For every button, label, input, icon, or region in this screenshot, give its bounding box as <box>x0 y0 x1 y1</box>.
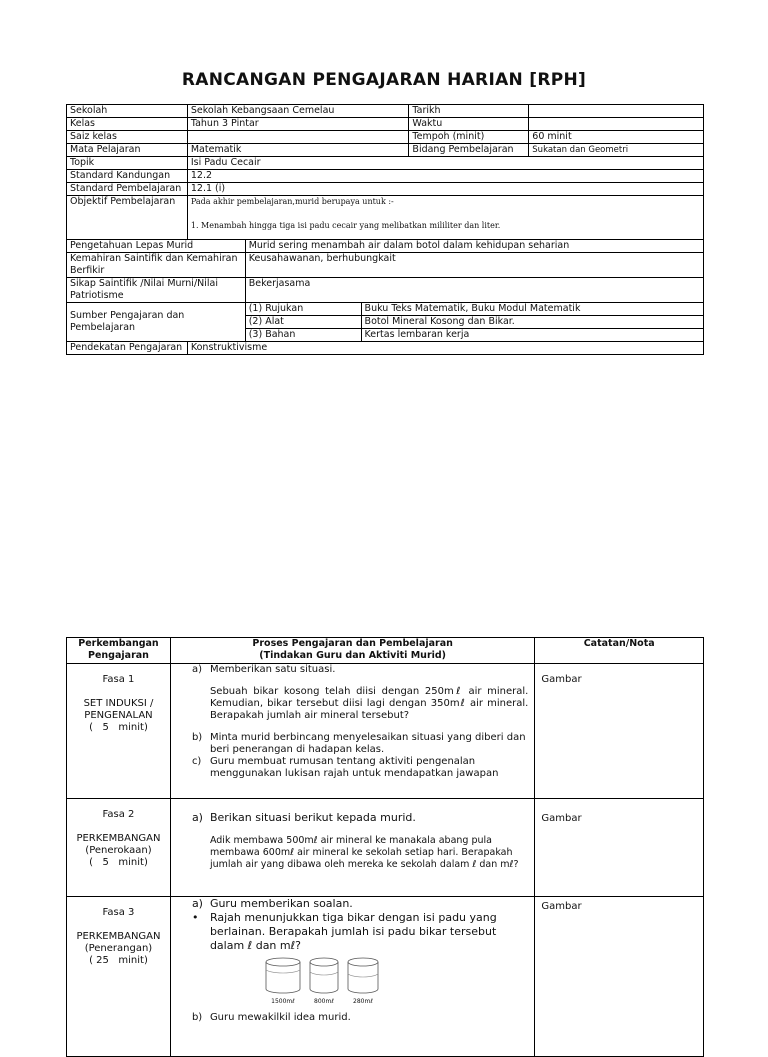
fasa3-bullet-text: Rajah menunjukkan tiga bikar dengan isi padu yang berlainan. Berapakah jumlah isi padu bikar tersebut dalam ℓ dan mℓ? <box>209 911 497 952</box>
sumber-alat-label: (2) Alat <box>245 316 361 329</box>
sk-value: 12.2 <box>187 170 703 183</box>
fasa2-stage-line1: PERKEMBANGAN <box>76 833 161 844</box>
sikap-value: Bekerjasama <box>245 278 703 303</box>
tempoh-label: Tempoh (minit) <box>409 131 529 144</box>
objektif-label: Objektif Pembelajaran <box>67 196 188 240</box>
beaker-a-label: 1500mℓ <box>271 998 295 1005</box>
fasa1-name: Fasa 1 <box>102 674 135 685</box>
sk-label: Standard Kandungan <box>67 170 188 183</box>
pendekatan-label: Pendekatan Pengajaran <box>67 342 188 355</box>
fasa2-note: Gambar <box>535 799 704 897</box>
waktu-value <box>529 118 704 131</box>
fasa3-stage-line2: (Penerangan) <box>84 943 153 954</box>
kemahiran-value: Keusahawanan, berhubungkait <box>245 253 703 278</box>
objektif-line1: Pada akhir pembelajaran,murid berupaya untuk :- <box>190 197 394 206</box>
fasa3-cell <box>67 897 171 1057</box>
fasa3-content <box>170 897 534 1057</box>
sekolah-value: Sekolah Kebangsaan Cemelau <box>187 105 409 118</box>
fasa2-a-text: Berikan situasi berikut kepada murid. <box>209 811 416 824</box>
waktu-label: Waktu <box>409 118 529 131</box>
fasa2-cell <box>67 799 171 897</box>
topik-label: Topik <box>67 157 188 170</box>
mata-label: Mata Pelajaran <box>67 144 188 157</box>
page-title: RANCANGAN PENGAJARAN HARIAN [RPH] <box>181 70 587 90</box>
fasa1-stage-line2: PENGENALAN <box>84 710 153 721</box>
sekolah-label: Sekolah <box>67 105 188 118</box>
saiz-label: Saiz kelas <box>67 131 188 144</box>
sikap-label: Sikap Saintifik /Nilai Murni/Nilai Patriotisme <box>67 278 246 303</box>
fasa3-bullet: • <box>191 911 199 924</box>
beaker-c-label: 280mℓ <box>353 998 373 1005</box>
sp-value: 12.1 (i) <box>187 183 703 196</box>
mata-value: Matematik <box>187 144 409 157</box>
bidang-label: Bidang Pembelajaran <box>409 144 529 157</box>
kemahiran-label: Kemahiran Saintifik dan Kemahiran Berfikir <box>67 253 246 278</box>
sumber-label: Sumber Pengajaran dan Pembelajaran <box>67 303 246 342</box>
fasa1-b-label: b) <box>191 732 203 743</box>
fasa1-stage-line1: SET INDUKSI / <box>83 698 154 709</box>
sumber-rujukan-value: Buku Teks Matematik, Buku Modul Matematik <box>361 303 703 316</box>
fasa1-content <box>170 664 534 799</box>
tarikh-value <box>529 105 704 118</box>
beaker-b-label: 800mℓ <box>314 998 334 1005</box>
col-proses-header-line1: Proses Pengajaran dan Pembelajaran <box>252 638 453 649</box>
objektif-line2: 1. Menambah hingga tiga isi padu cecair yang melibatkan mililiter dan liter. <box>190 221 501 230</box>
beaker-b-icon <box>308 957 340 995</box>
pengetahuan-value: Murid sering menambah air dalam botol dalam kehidupan seharian <box>245 240 703 253</box>
fasa3-name: Fasa 3 <box>102 907 135 918</box>
beaker-diagram <box>264 957 528 1006</box>
beaker-a-icon <box>264 957 302 995</box>
beaker-c <box>346 957 380 1006</box>
fasa3-b-label: b) <box>191 1012 203 1023</box>
fasa1-cell <box>67 664 171 799</box>
beaker-a <box>264 957 302 1006</box>
fasa2-time: ( 5 minit) <box>89 857 148 868</box>
fasa1-b-text: Minta murid berbincang menyelesaikan situasi yang diberi dan beri penerangan di hadapan kelas. <box>209 732 526 755</box>
tarikh-label: Tarikh <box>409 105 529 118</box>
sumber-rujukan-label: (1) Rujukan <box>245 303 361 316</box>
sumber-alat-value: Botol Mineral Kosong dan Bikar. <box>361 316 703 329</box>
fasa1-note: Gambar <box>535 664 704 799</box>
pengetahuan-label: Pengetahuan Lepas Murid <box>67 240 246 253</box>
col-proses-header-line2: (Tindakan Guru dan Aktiviti Murid) <box>259 650 447 661</box>
beaker-b <box>308 957 340 1006</box>
kelas-label: Kelas <box>67 118 188 131</box>
col-perkembangan-header: Perkembangan Pengajaran <box>67 638 171 664</box>
process-table <box>66 637 704 1057</box>
fasa3-a-text: Guru memberikan soalan. <box>209 897 353 910</box>
sumber-bahan-value: Kertas lembaran kerja <box>361 329 703 342</box>
beaker-c-icon <box>346 957 380 995</box>
fasa3-a-label: a) <box>191 897 203 910</box>
sumber-bahan-label: (3) Bahan <box>245 329 361 342</box>
fasa1-a-detail: Sebuah bikar kosong telah diisi dengan 250mℓ air mineral. Kemudian, bikar tersebut diisi lagi dengan 350mℓ air mineral. Berapakah jumlah air mineral tersebut? <box>209 686 529 721</box>
sp-label: Standard Pembelajaran <box>67 183 188 196</box>
fasa2-a-label: a) <box>191 811 203 824</box>
fasa2-a-detail: Adik membawa 500mℓ air mineral ke manakala abang pula membawa 600mℓ air mineral ke sekolah setiap hari. Berapakah jumlah air yang dibawa oleh mereka ke sekolah dalam ℓ dan mℓ? <box>209 835 519 870</box>
saiz-value <box>187 131 409 144</box>
fasa1-time: ( 5 minit) <box>89 722 148 733</box>
fasa1-c-text: Guru membuat rumusan tentang aktiviti pengenalan menggunakan lukisan rajah untuk mendapatkan jawapan <box>209 756 499 779</box>
fasa3-note: Gambar <box>535 897 704 1057</box>
fasa1-a-label: a) <box>191 664 202 675</box>
kelas-value: Tahun 3 Pintar <box>187 118 409 131</box>
fasa1-c-label: c) <box>191 756 202 767</box>
col-proses-header <box>170 638 534 664</box>
fasa2-content <box>170 799 534 897</box>
fasa3-stage-line1: PERKEMBANGAN <box>76 931 161 942</box>
fasa3-time: ( 25 minit) <box>89 955 148 966</box>
col-catatan-header: Catatan/Nota <box>535 638 704 664</box>
rph-info-table <box>66 104 704 355</box>
fasa1-a-text: Memberikan satu situasi. <box>209 664 336 675</box>
objektif-value <box>187 196 703 240</box>
fasa2-name: Fasa 2 <box>102 809 135 820</box>
topik-value: Isi Padu Cecair <box>187 157 703 170</box>
tempoh-value: 60 minit <box>529 131 704 144</box>
pendekatan-value: Konstruktivisme <box>187 342 703 355</box>
fasa3-b-text: Guru mewakilkil idea murid. <box>209 1012 351 1023</box>
bidang-value: Sukatan dan Geometri <box>529 144 704 157</box>
fasa2-stage-line2: (Penerokaan) <box>85 845 152 856</box>
